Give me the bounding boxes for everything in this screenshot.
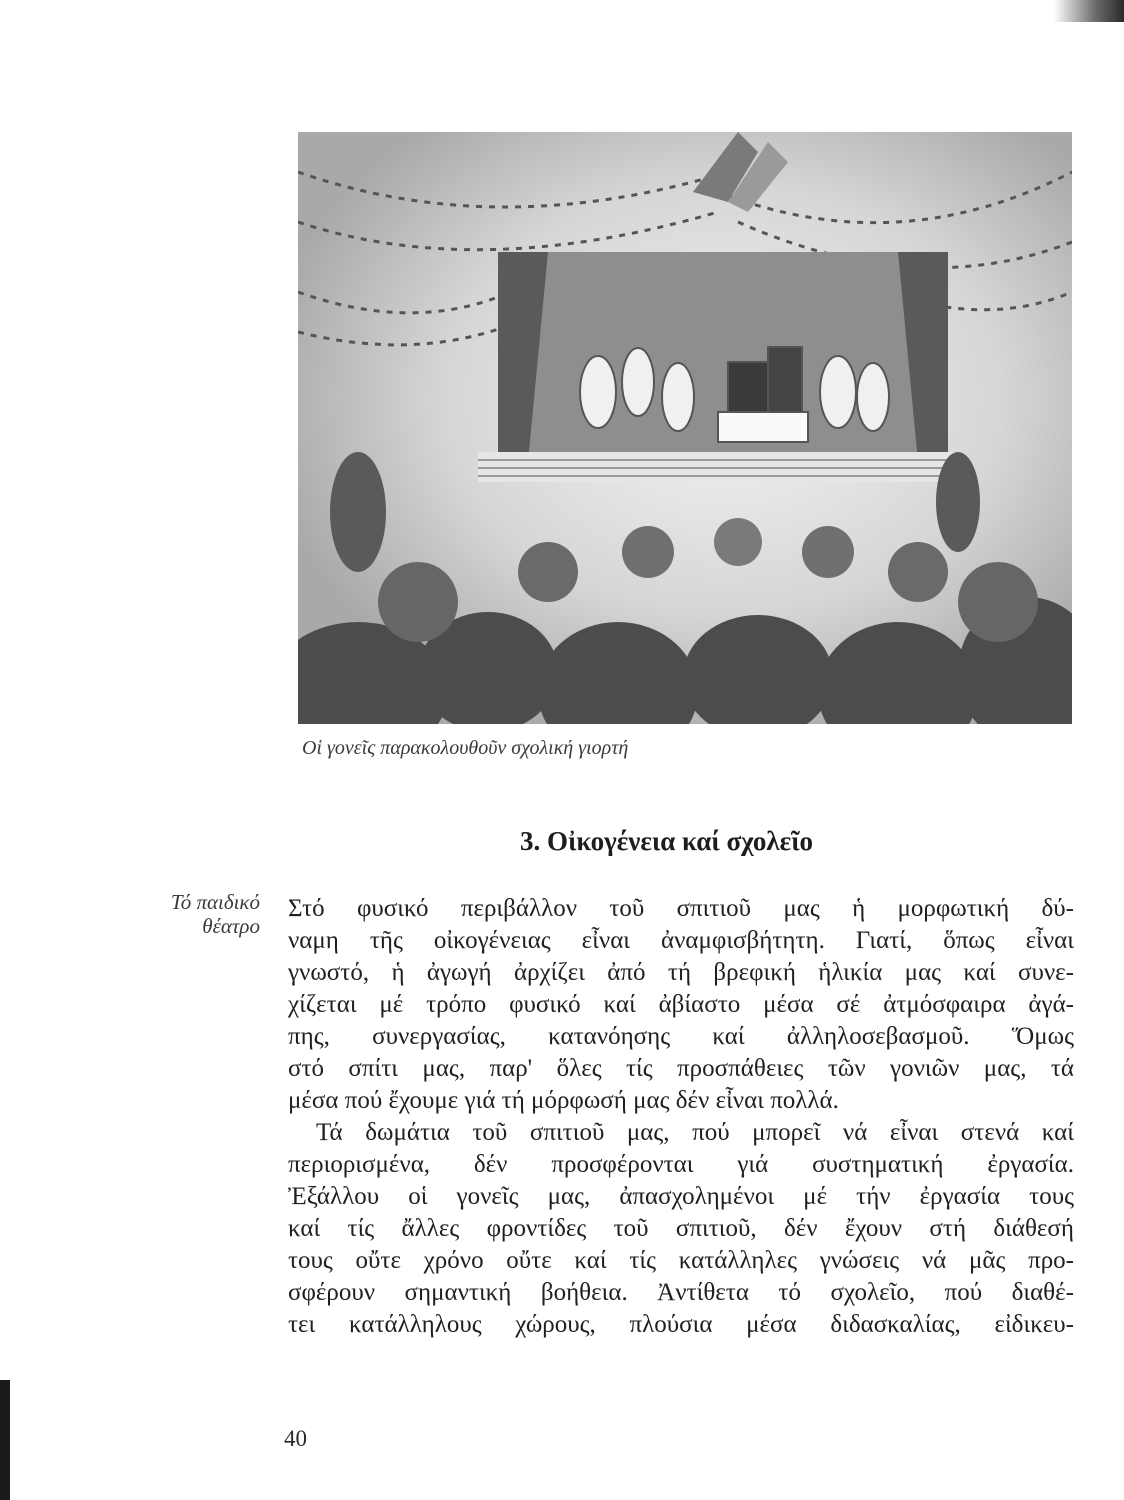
text-line: τει κατάλληλους χώρους, πλούσια μέσα διδασκαλίας, εἰδικευ- xyxy=(288,1311,1074,1338)
scan-edge xyxy=(0,0,14,1500)
illustration-caption: Οἱ γονεῖς παρακολουθοῦν σχολική γιορτή xyxy=(302,737,629,759)
text-line: μέσα πού ἔχουμε γιά τή μόρφωσή μας δέν εἶναι πολλά. xyxy=(288,1087,839,1114)
text-line: Τά δωμάτια τοῦ σπιτιοῦ μας, πού μπορεῖ νά εἶναι στενά καί xyxy=(316,1119,1074,1146)
body-text xyxy=(288,893,1074,1341)
margin-note xyxy=(120,890,260,938)
school-play-illustration xyxy=(298,132,1072,724)
text-line: στό σπίτι μας, παρ' ὅλες τίς προσπάθειες τῶν γονιῶν μας, τά xyxy=(288,1055,1074,1082)
text-line: τους οὔτε χρόνο οὔτε καί τίς κατάλληλες γνώσεις νά μᾶς προ- xyxy=(288,1247,1074,1274)
text-line: καί τίς ἄλλες φροντίδες τοῦ σπιτιοῦ, δέν ἔχουν στή διάθεσή xyxy=(288,1215,1074,1242)
margin-note-line-2: θέατρο xyxy=(202,914,260,938)
text-line: περιορισμένα, δέν προσφέρονται γιά συστηματική ἐργασία. xyxy=(288,1151,1074,1178)
text-line: ναμη τῆς οἰκογένειας εἶναι ἀναμφισβήτητη. Γιατί, ὅπως εἶναι xyxy=(288,927,1074,954)
section-title: 3. Οἰκογένεια καί σχολεῖο xyxy=(520,826,813,856)
margin-note-line-1: Τό παιδικό xyxy=(170,890,260,914)
illustration-drawing xyxy=(298,132,1072,724)
text-line: σφέρουν σημαντική βοήθεια. Ἀντίθετα τό σχολεῖο, πού διαθέ- xyxy=(288,1279,1074,1306)
text-line: γνωστό, ἡ ἀγωγή ἀρχίζει ἀπό τή βρεφική ἡλικία μας καί συνε- xyxy=(288,959,1074,986)
text-line: πης, συνεργασίας, κατανόησης καί ἀλληλοσεβασμοῦ. Ὅμως xyxy=(288,1023,1074,1050)
text-line: Ἐξάλλου οἱ γονεῖς μας, ἀπασχολημένοι μέ τήν ἐργασία τους xyxy=(288,1183,1074,1210)
text-line: Στό φυσικό περιβάλλον τοῦ σπιτιοῦ μας ἡ μορφωτική δύ- xyxy=(288,895,1074,922)
text-line: χίζεται μέ τρόπο φυσικό καί ἀβίαστο μέσα σέ ἀτμόσφαιρα ἀγά- xyxy=(288,991,1074,1018)
page-number: 40 xyxy=(284,1426,307,1451)
scan-corner-mark xyxy=(1054,0,1124,22)
